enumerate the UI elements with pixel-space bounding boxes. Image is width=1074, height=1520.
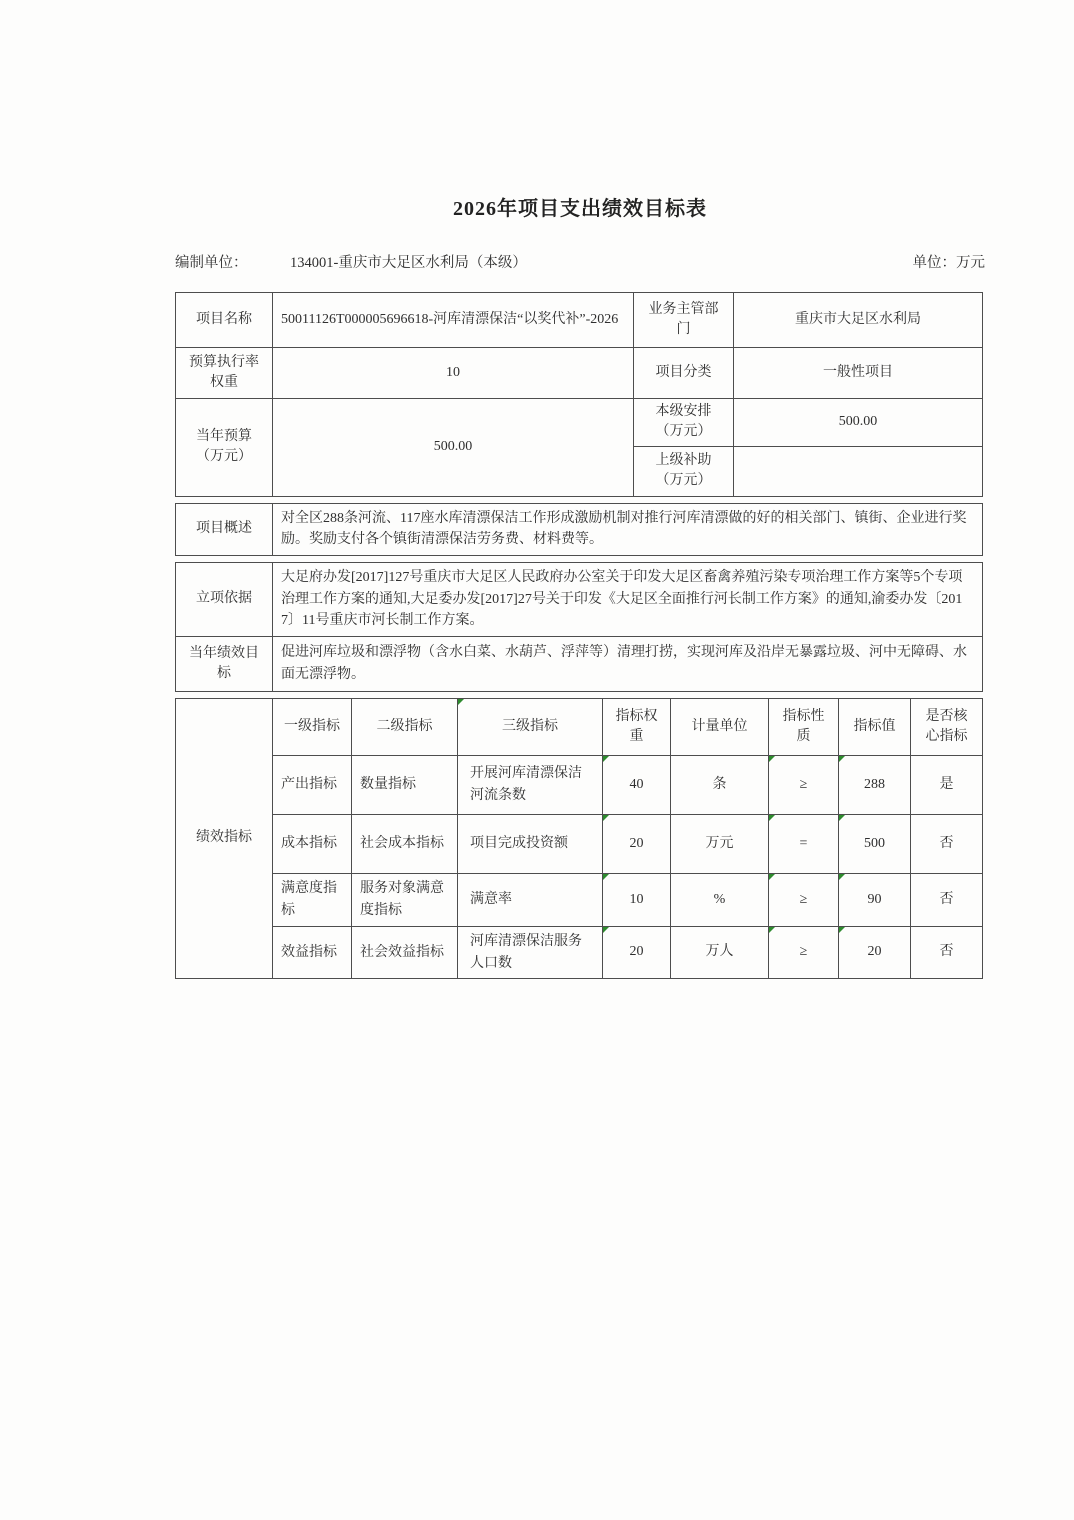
goal-text: 促进河库垃圾和漂浮物（含水白菜、水葫芦、浮萍等）清理打捞，实现河库及沿岸无暴露垃圾、河中无障碍、水面无漂浮物。 [273,637,983,692]
is-core-indicator: 是 [911,756,983,815]
basis-text: 大足府办发[2017]127号重庆市大足区人民政府办公室关于印发大足区畜禽养殖污染专项治理工作方案等5个专项治理工作方案的通知,大足委办发[2017]27号关于印发《大足区全面推行河长制工作方案》的通知,渝委办发〔2017〕11号重庆市河长制工作方案。 [273,562,983,636]
indicator-nature: = [769,815,839,874]
indicator-nature: ≥ [769,927,839,979]
table-row [176,293,983,348]
indicators-header-row [176,699,983,756]
indicator-row [176,927,983,979]
basis-goal-table [175,562,983,692]
goal-label: 当年绩效目标 [176,637,273,692]
col-header-weight: 指标权重 [603,699,671,756]
col-header-nature: 指标性质 [769,699,839,756]
budget-label: 当年预算（万元） [176,399,273,497]
indicator-value: 288 [839,756,911,815]
exec-rate-value: 10 [273,348,634,399]
indicator-value: 20 [839,927,911,979]
indicator-nature: ≥ [769,874,839,927]
col-header-level2: 二级指标 [352,699,458,756]
indicators-left-label: 绩效指标 [176,699,273,979]
measure-unit: % [671,874,769,927]
indicator-value: 500 [839,815,911,874]
level3-indicator: 开展河库清漂保洁河流条数 [458,756,603,815]
project-name-value: 50011126T000005696618-河库清漂保洁“以奖代补”-2026 [273,293,634,348]
level1-indicator: 满意度指标 [273,874,352,927]
col-header-level3: 三级指标 [458,699,603,756]
measure-unit: 万元 [671,815,769,874]
indicator-weight: 40 [603,756,671,815]
indicator-value: 90 [839,874,911,927]
table-row [176,637,983,692]
measure-unit: 条 [671,756,769,815]
level1-indicator: 产出指标 [273,756,352,815]
level2-indicator: 社会成本指标 [352,815,458,874]
budget-value: 500.00 [273,399,634,497]
is-core-indicator: 否 [911,874,983,927]
dept-label: 业务主管部门 [634,293,734,348]
basic-info-table [175,292,983,497]
indicators-table [175,698,983,979]
basis-label: 立项依据 [176,562,273,636]
overview-label: 项目概述 [176,503,273,555]
page-title: 2026年项目支出绩效目标表 [453,198,707,220]
indicator-row [176,874,983,927]
level2-indicator: 社会效益指标 [352,927,458,979]
col-header-core: 是否核心指标 [911,699,983,756]
prepared-by-label: 编制单位： [175,255,248,271]
level2-indicator: 服务对象满意度指标 [352,874,458,927]
superior-subsidy-value [734,446,983,496]
superior-subsidy-label: 上级补助（万元） [634,446,734,496]
col-header-value: 指标值 [839,699,911,756]
indicator-row [176,756,983,815]
prepared-by-value: 134001-重庆市大足区水利局（本级） [290,255,527,271]
document-sheet [175,0,985,979]
category-value: 一般性项目 [734,348,983,399]
indicator-weight: 10 [603,874,671,927]
col-header-level1: 一级指标 [273,699,352,756]
project-name-label: 项目名称 [176,293,273,348]
exec-rate-label: 预算执行率权重 [176,348,273,399]
col-header-unit: 计量单位 [671,699,769,756]
meta-row [175,251,985,272]
table-row [176,503,983,555]
dept-value: 重庆市大足区水利局 [734,293,983,348]
table-row [176,562,983,636]
prepared-by [175,251,527,272]
indicator-row [176,815,983,874]
level3-indicator: 满意率 [458,874,603,927]
measure-unit: 万人 [671,927,769,979]
level3-indicator: 河库清漂保洁服务人口数 [458,927,603,979]
indicator-nature: ≥ [769,756,839,815]
table-row [176,348,983,399]
local-arrangement-value: 500.00 [734,399,983,447]
level1-indicator: 成本指标 [273,815,352,874]
indicator-weight: 20 [603,927,671,979]
level3-indicator: 项目完成投资额 [458,815,603,874]
unit-note: 单位：万元 [912,255,985,271]
overview-text: 对全区288条河流、117座水库清漂保洁工作形成激励机制对推行河库清漂做的好的相关部门、镇街、企业进行奖励。奖励支付各个镇街清漂保洁劳务费、材料费等。 [273,503,983,555]
is-core-indicator: 否 [911,815,983,874]
category-label: 项目分类 [634,348,734,399]
overview-table [175,503,983,556]
is-core-indicator: 否 [911,927,983,979]
table-row [176,399,983,447]
level2-indicator: 数量指标 [352,756,458,815]
indicator-weight: 20 [603,815,671,874]
level1-indicator: 效益指标 [273,927,352,979]
local-arrangement-label: 本级安排（万元） [634,399,734,447]
